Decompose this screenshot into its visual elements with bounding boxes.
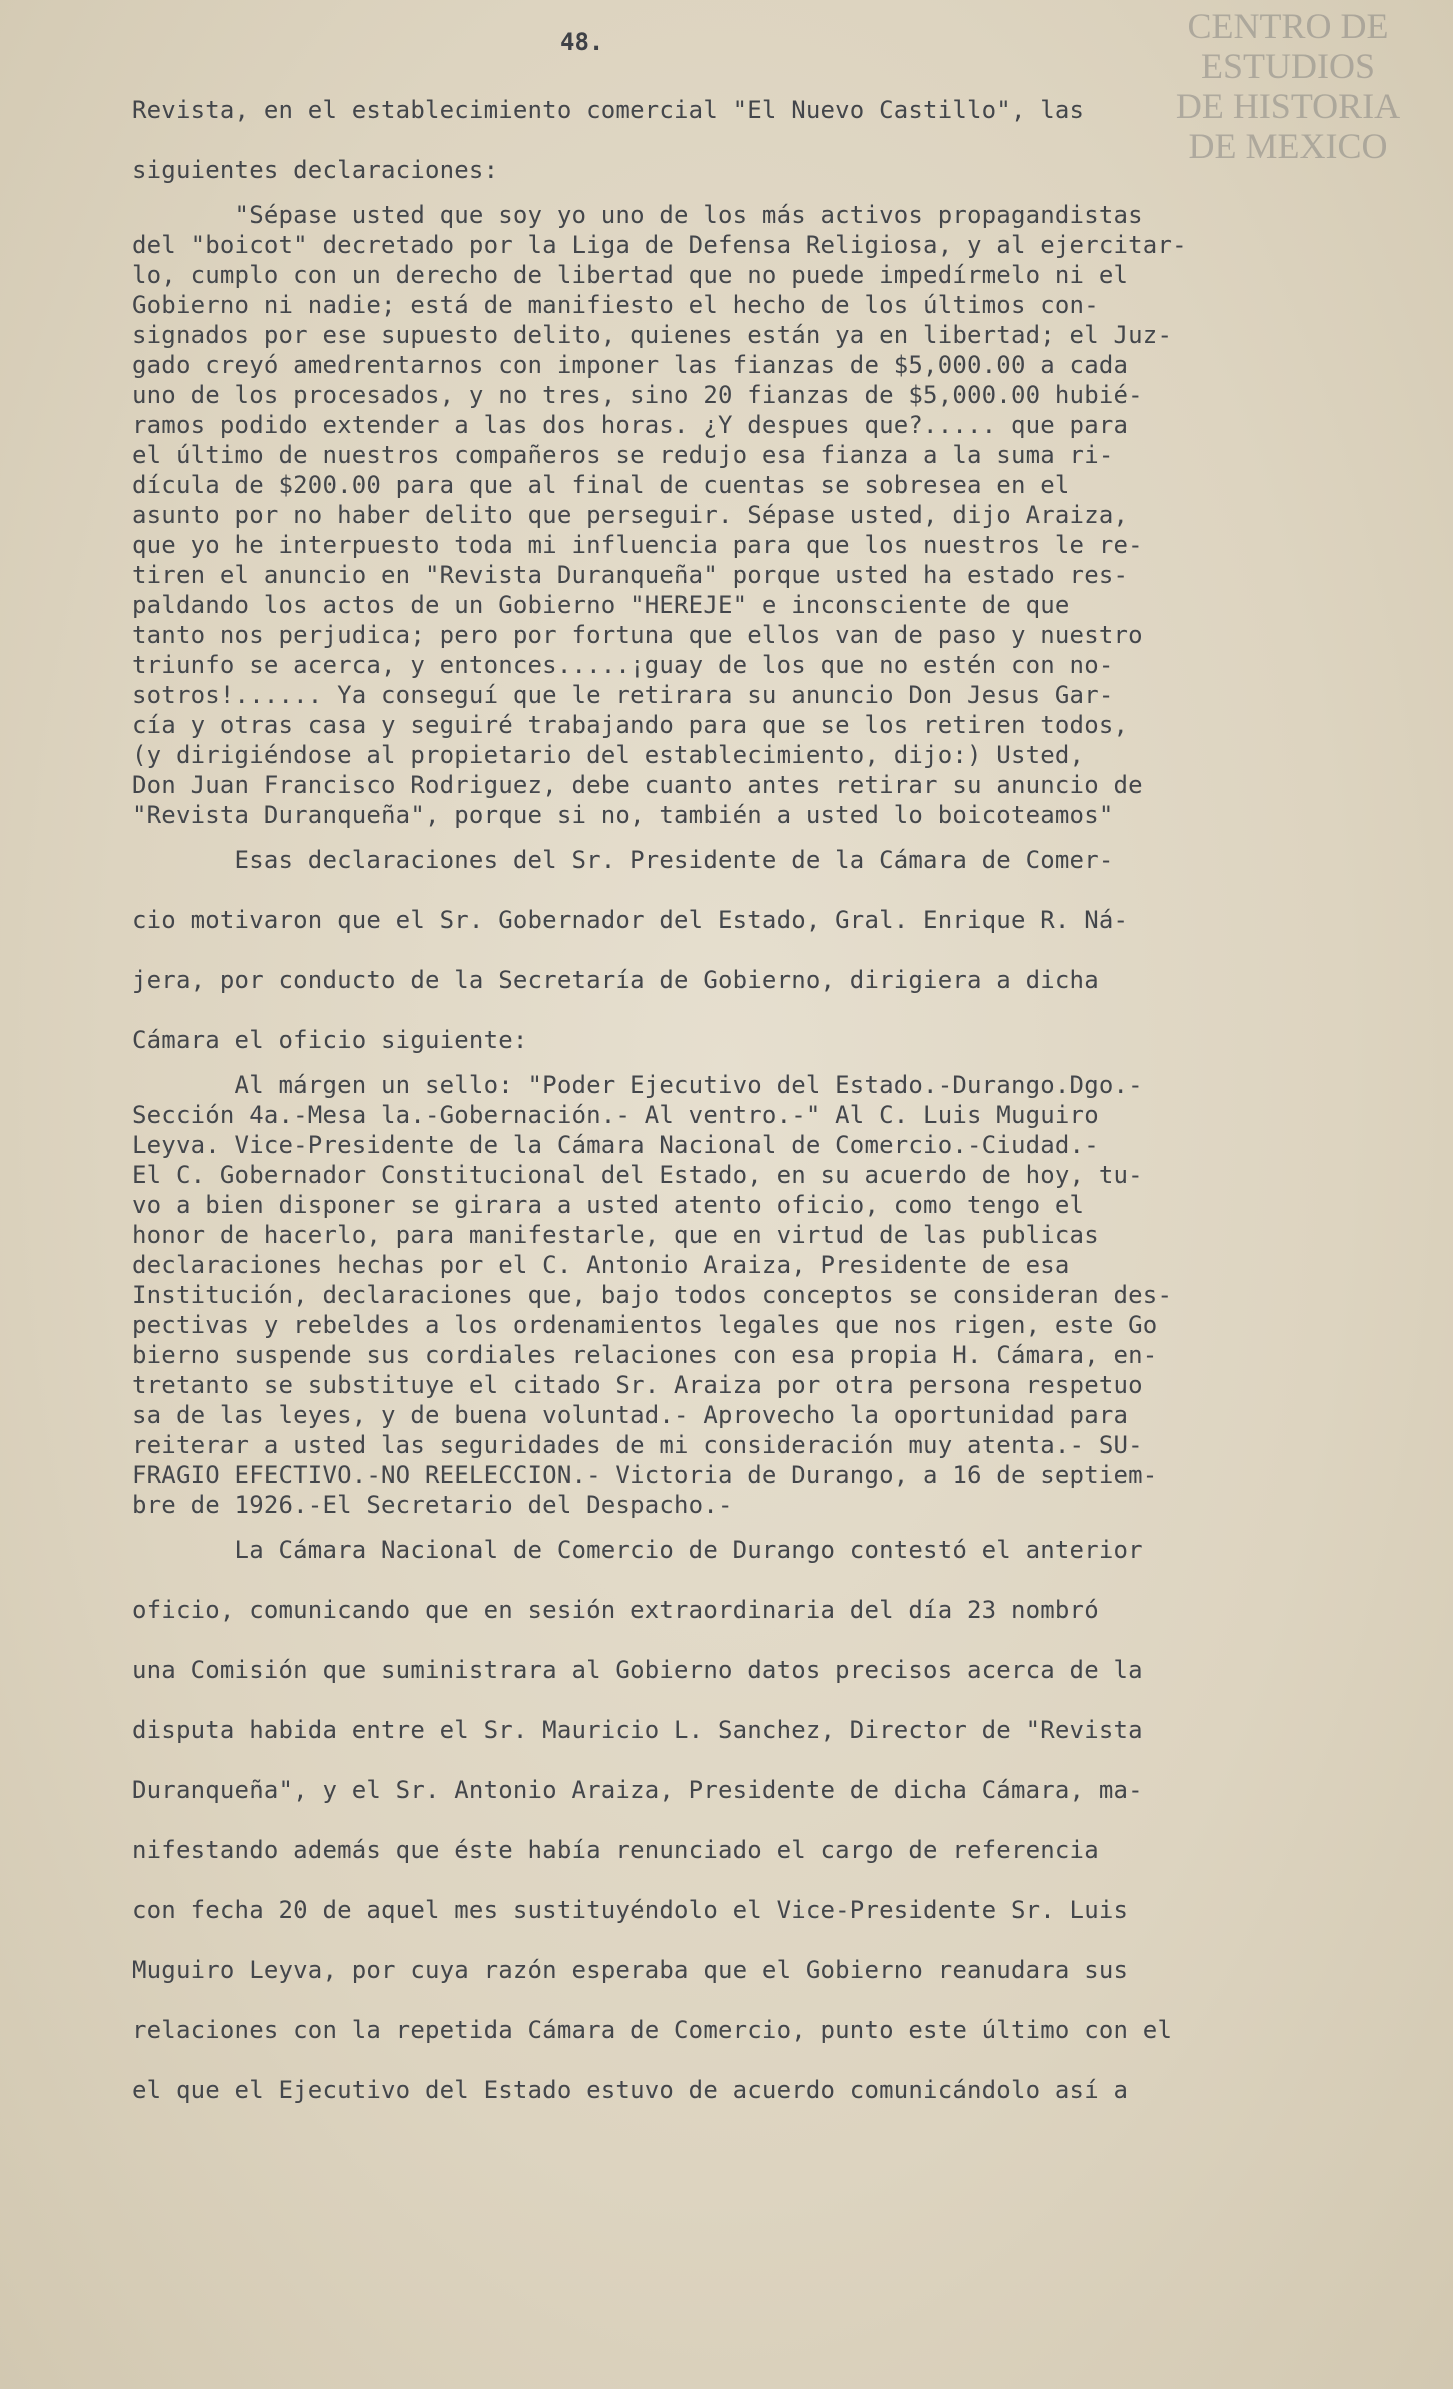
text-line: una Comisión que suministrara al Gobierno datos precisos acerca de la	[132, 1656, 1143, 1684]
text-line: oficio, comunicando que en sesión extraordinaria del día 23 nombró	[132, 1596, 1099, 1624]
text-line: El C. Gobernador Constitucional del Estado, en su acuerdo de hoy, tu-	[132, 1161, 1143, 1189]
text-line: con fecha 20 de aquel mes sustituyéndolo el Vice-Presidente Sr. Luis	[132, 1896, 1129, 1924]
paragraph	[132, 200, 1432, 830]
text-line: sotros!...... Ya conseguí que le retirara su anuncio Don Jesus Gar-	[132, 681, 1114, 709]
watermark-line: ESTUDIOS	[1200, 46, 1375, 86]
text-line: triunfo se acerca, y entonces.....¡guay de los que no estén con no-	[132, 651, 1114, 679]
text-line: Revista, en el establecimiento comercial "El Nuevo Castillo", las	[132, 96, 1085, 124]
watermark-line: CENTRO DE	[1187, 6, 1389, 46]
text-line: bierno suspende sus cordiales relaciones con esa propia H. Cámara, en-	[132, 1341, 1158, 1369]
text-line: siguientes declaraciones:	[132, 156, 499, 184]
text-line: Duranqueña", y el Sr. Antonio Araiza, Presidente de dicha Cámara, ma-	[132, 1776, 1143, 1804]
text-line: que yo he interpuesto toda mi influencia para que los nuestros le re-	[132, 531, 1143, 559]
paragraph	[132, 830, 1432, 1070]
text-line: uno de los procesados, y no tres, sino 20 fianzas de $5,000.00 hubié-	[132, 381, 1143, 409]
text-line: Cámara el oficio siguiente:	[132, 1026, 528, 1054]
text-line: cía y otras casa y seguiré trabajando para que se los retiren todos,	[132, 711, 1129, 739]
text-line: declaraciones hechas por el C. Antonio Araiza, Presidente de esa	[132, 1251, 1070, 1279]
text-line: Al márgen un sello: "Poder Ejecutivo del Estado.-Durango.Dgo.-	[132, 1071, 1143, 1099]
text-line: lo, cumplo con un derecho de libertad que no puede impedírmelo ni el	[132, 261, 1129, 289]
text-line: cio motivaron que el Sr. Gobernador del Estado, Gral. Enrique R. Ná-	[132, 906, 1129, 934]
text-line: signados por ese supuesto delito, quienes están ya en libertad; el Juz-	[132, 321, 1173, 349]
text-line: del "boicot" decretado por la Liga de Defensa Religiosa, y al ejercitar-	[132, 231, 1187, 259]
watermark-line: DE MEXICO	[1188, 126, 1388, 166]
text-line: sa de las leyes, y de buena voluntad.- Aprovecho la oportunidad para	[132, 1401, 1129, 1429]
text-line: dícula de $200.00 para que al final de cuentas se sobresea en el	[132, 471, 1070, 499]
text-line: Muguiro Leyva, por cuya razón esperaba que el Gobierno reanudara sus	[132, 1956, 1129, 1984]
text-line: tiren el anuncio en "Revista Duranqueña" porque usted ha estado res-	[132, 561, 1129, 589]
text-line: pectivas y rebeldes a los ordenamientos legales que nos rigen, este Go	[132, 1311, 1158, 1339]
text-line: "Sépase usted que soy yo uno de los más activos propagandistas	[132, 201, 1143, 229]
text-line: Institución, declaraciones que, bajo todos conceptos se consideran des-	[132, 1281, 1173, 1309]
text-line: el último de nuestros compañeros se redujo esa fianza a la suma ri-	[132, 441, 1114, 469]
text-line: ramos podido extender a las dos horas. ¿Y despues que?..... que para	[132, 411, 1129, 439]
page-number: 48.	[560, 28, 604, 56]
watermark-line: DE HISTORIA	[1175, 86, 1401, 126]
text-line: asunto por no haber delito que perseguir. Sépase usted, dijo Araiza,	[132, 501, 1129, 529]
text-line: "Revista Duranqueña", porque si no, también a usted lo boicoteamos"	[132, 801, 1114, 829]
text-line: relaciones con la repetida Cámara de Comercio, punto este último con el	[132, 2016, 1173, 2044]
paragraph	[132, 1520, 1432, 2120]
text-line: Sección 4a.-Mesa la.-Gobernación.- Al ventro.-" Al C. Luis Muguiro	[132, 1101, 1099, 1129]
text-line: Gobierno ni nadie; está de manifiesto el hecho de los últimos con-	[132, 291, 1099, 319]
text-line: tanto nos perjudica; pero por fortuna que ellos van de paso y nuestro	[132, 621, 1143, 649]
text-line: vo a bien disponer se girara a usted atento oficio, como tengo el	[132, 1191, 1085, 1219]
text-line: nifestando además que éste había renunciado el cargo de referencia	[132, 1836, 1099, 1864]
text-line: honor de hacerlo, para manifestarle, que en virtud de las publicas	[132, 1221, 1099, 1249]
text-line: Esas declaraciones del Sr. Presidente de la Cámara de Comer-	[132, 846, 1114, 874]
text-line: Leyva. Vice-Presidente de la Cámara Nacional de Comercio.-Ciudad.-	[132, 1131, 1099, 1159]
paragraph	[132, 1070, 1432, 1520]
text-line: La Cámara Nacional de Comercio de Durango contestó el anterior	[132, 1536, 1143, 1564]
typewritten-text	[132, 80, 1432, 2120]
text-line: disputa habida entre el Sr. Mauricio L. Sanchez, Director de "Revista	[132, 1716, 1143, 1744]
text-line: tretanto se substituye el citado Sr. Araiza por otra persona respetuo	[132, 1371, 1143, 1399]
text-line: FRAGIO EFECTIVO.-NO REELECCION.- Victoria de Durango, a 16 de septiem-	[132, 1461, 1158, 1489]
text-line: paldando los actos de un Gobierno "HEREJE" e inconsciente de que	[132, 591, 1070, 619]
text-line: bre de 1926.-El Secretario del Despacho.-	[132, 1491, 733, 1519]
text-line: Don Juan Francisco Rodriguez, debe cuanto antes retirar su anuncio de	[132, 771, 1143, 799]
text-line: el que el Ejecutivo del Estado estuvo de acuerdo comunicándolo así a	[132, 2076, 1129, 2104]
text-line: gado creyó amedrentarnos con imponer las fianzas de $5,000.00 a cada	[132, 351, 1129, 379]
text-line: reiterar a usted las seguridades de mi consideración muy atenta.- SU-	[132, 1431, 1143, 1459]
text-line: (y dirigiéndose al propietario del establecimiento, dijo:) Usted,	[132, 741, 1085, 769]
text-line: jera, por conducto de la Secretaría de Gobierno, dirigiera a dicha	[132, 966, 1099, 994]
paragraph	[132, 80, 1432, 200]
